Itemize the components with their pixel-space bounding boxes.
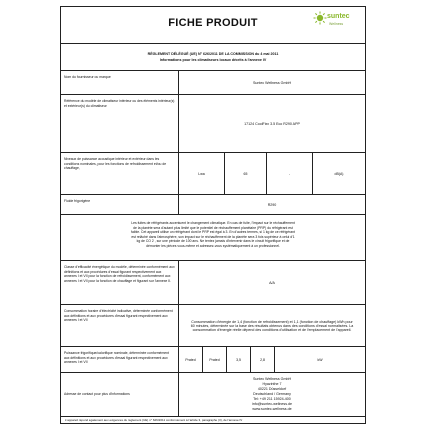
- address-line: www.suntec-wellness.de: [252, 407, 292, 411]
- noise-label: Niveaux de puissance acoustique intérieur et extérieur dans les conditions nominales, pour les fonctions de refroidissement et/ou de chauffage,: [61, 153, 179, 194]
- page-title: FICHE PRODUIT: [168, 17, 258, 29]
- capacity-cell: Prated: [203, 347, 227, 372]
- row-refrigerant: [61, 195, 365, 215]
- noise-cell: dB(A): [334, 171, 344, 176]
- address-line: Hyazinthe 7: [262, 382, 282, 386]
- logo-brand: suntec: [327, 13, 350, 20]
- brand-logo: [313, 11, 357, 37]
- consumption-value: Consommation d'énergie de 1,4 (fonction de refroidissement) et 1,1 (fonction de chauffage) kWh pour 60 minutes, déterminée sur la base des résultats obtenus dans des conditions d'essai normalisées. La consommation d'énergie réelle dépend des conditions d'utilisation et de l'emplacement de l'appareil.: [190, 319, 354, 332]
- address-line: Suntec Wellness GmbH: [252, 377, 292, 381]
- row-gwp: [61, 215, 365, 261]
- product-sheet: [60, 6, 366, 424]
- supplier-label: Nom du fournisseur ou marque: [61, 71, 179, 94]
- efficiency-value: A/A: [269, 280, 275, 285]
- regulation-line-2: Informations pour les climatiseurs locaux décrits à l'annexe IV: [159, 58, 267, 62]
- footnote: L'appareil répond également aux exigences du règlement (UE) n° 626/2011 conformément à l'article 3, paragraphe (3), de l'annexe IV: [65, 418, 243, 422]
- address-line: 40221 Düsseldorf: [257, 387, 287, 391]
- row-address: [61, 373, 365, 417]
- row-capacity: [61, 347, 365, 373]
- noise-cell: 65: [225, 153, 267, 194]
- sun-icon: [313, 11, 327, 25]
- row-noise: [61, 153, 365, 195]
- capacity-cell: kW: [317, 357, 323, 362]
- row-model: [61, 95, 365, 153]
- regulation-header: [61, 43, 365, 71]
- address-line: Tel: +49 211 15924-400: [253, 397, 291, 401]
- noise-cells: [179, 153, 365, 194]
- refrigerant-value: R290: [267, 202, 277, 207]
- consumption-label: Consommation horaire d'électricité indicative, déterminée conformément aux définitions et aux procédures d'essai figurant respectivement aux annexes I et VII: [61, 305, 179, 346]
- capacity-cell: 3,5: [227, 347, 251, 372]
- row-consumption: [61, 305, 365, 347]
- logo-sub: Wellness: [329, 22, 344, 26]
- row-footnote: [61, 417, 365, 424]
- efficiency-label: Classe d'efficacité énergétique du modèle, déterminée conformément aux définitions et aux procédures d'essai figurant respectivement aux annexes I et VII pour la fonction de refroidissement, conformément aux annexes I et VII pour la fonction de chauffage et figurant sur l'annexe II.: [61, 261, 179, 304]
- capacity-label: Puissance frigorifique/calorifique nominale, déterminée conformément aux définitions et aux procédures d'essai figurant respectivement aux annexes I et VII: [61, 347, 179, 372]
- model-label: Référence du modèle de climatiseur intérieur ou des éléments intérieur(s) et extérieur(s) du climatiseur: [61, 95, 179, 152]
- address-line: Deutschland / Germany: [253, 392, 291, 396]
- noise-cell: -: [267, 153, 313, 194]
- supplier-value: Suntec Wellness GmbH: [252, 80, 292, 85]
- capacity-cell: Prated: [179, 347, 203, 372]
- capacity-cell: 2,8: [251, 347, 275, 372]
- refrigerant-label: Fluide frigorigène: [61, 195, 179, 214]
- address-block: [179, 373, 365, 416]
- address-label: Adresse de contact pour plus d'informations: [61, 373, 179, 416]
- row-supplier: [61, 71, 365, 95]
- regulation-line-1: RÈGLEMENT DÉLÉGUÉ (UE) N° 626/2011 DE LA COMMISSION du 4 mai 2011: [147, 52, 279, 56]
- model-value: 17124 CoolFixx 3.5 Eco R290 APP: [244, 121, 300, 126]
- address-line: info@suntec-wellness.de: [251, 402, 292, 406]
- capacity-cells: [179, 347, 365, 372]
- noise-cell: Lwa: [179, 153, 225, 194]
- gwp-text: Les fuites de réfrigérants accentuent le changement climatique. En cas de fuite, l'impact sur le réchauffement de la planète sera d'autant plus limité que le potentiel de réchauffement planétaire (PRP) du réfrigérant est faible. Cet appareil utilise un réfrigérant dont le PRP est égal à 3. En d'autres termes, si 1 kg de ce réfrigérant est relâché dans l'atmosphère, son impact sur le réchauffement de la planète sera 3 fois supérieur à celui d'1 kg de CO 2 , sur une période de 100 ans. Ne tentez jamais d'intervenir dans le circuit frigorifique et de démonter les pièces vous-même et adressez-vous systématiquement à un professionnel.: [131, 221, 295, 248]
- row-efficiency: [61, 261, 365, 305]
